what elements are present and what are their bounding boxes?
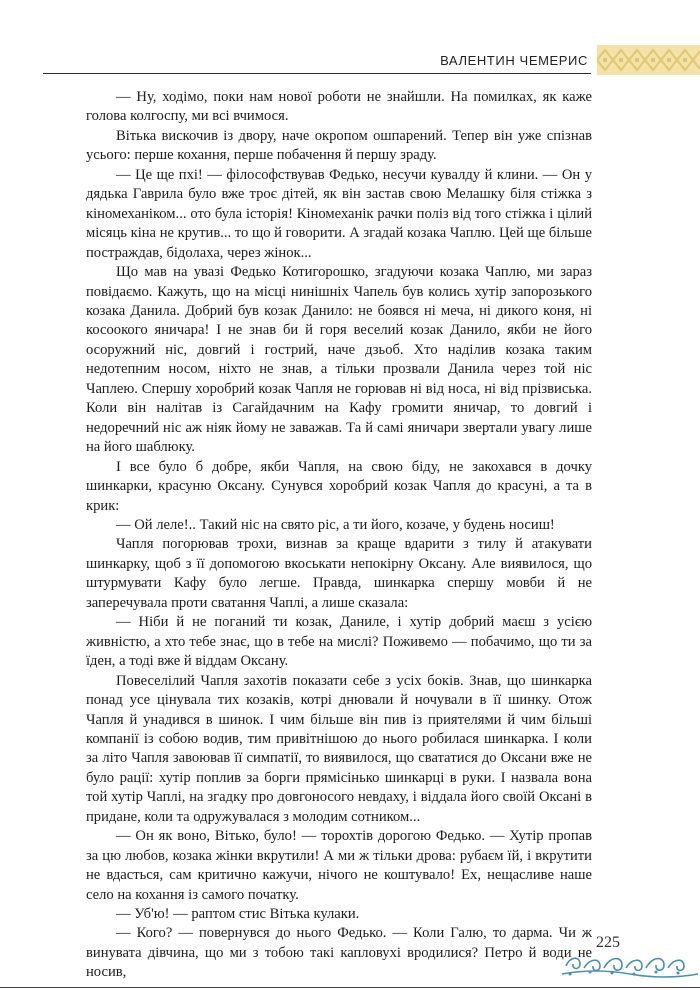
paragraph: — Уб'ю! — раптом стис Вітька кулаки. [116,906,360,923]
paragraph: — Он як воно, Вітько, було! — торохтів дорогою Федько. — Хутір пропав за цю любов, козака жінки вкрутили! А ми ж тільки дрова: рубаєм їй, і вкрутити не вдасться, сам критично кажучи, нічого не коштувало! Ех, нещасливе наше село на кохання із самого початку. [86,828,592,903]
embroidery-ornament-icon [597,45,700,75]
paragraph: — Ну, ходімо, поки нам нової роботи не знайшли. На помилках, як каже голова колгоспу, ми всі вчимося. [86,89,592,125]
paragraph: І все було б добре, якби Чапля, на свою біду, не закохався в дочку шинкарки, красуню Оксану. Сунувся хоробрий козак Чапля до красуні, а та в крик: [86,458,592,514]
header-rule [43,73,591,74]
page-header [0,0,700,90]
paragraph: — Кого? — повернувся до нього Федько. — Коли Галю, то дарма. Чи ж винувата дівчина, що ми з тобою такі капловухі вродилися? Петро й води не носив, [86,925,592,981]
paragraph: Вітька вискочив із двору, наче окропом ошпарений. Тепер він уже спізнав усього: перше кохання, перше побачення й першу зраду. [86,127,592,164]
body-text [86,88,592,983]
running-head-author: ВАЛЕНТИН ЧЕМЕРИС [440,53,588,68]
paragraph: Що мав на увазі Федько Котигорошко, згадуючи козака Чаплю, ми зараз повідаємо. Кажуть, що на місці нинішніх Чапель був колись хутір запорозького козака Данила. Добрий був козак Данило: не боявся ні меча, ні дикого коня, ні косоокого яничара! І не знав би й горя веселий козак Данило, якби не його осоружний ніс, довгий і гострий, наче дзьоб. Хто наділив козака таким недотепним носом, ніхто не знав, а тільки прозвали Данила через той ніс Чаплею. Спершу хоробрий козак Чапля не горював ні від носа, ні від прізвиська. Коли він налітав із Сагайдачним на Кафу громити яничар, то довгий і недоречний ніс аж ніяк йому не заважав. Та й самі яничари звертали увагу лише на його шаблюку. [86,264,592,456]
wave-ornament-icon [560,950,700,978]
page-number: 225 [596,934,620,951]
paragraph: — Ой леле!.. Такий ніс на свято ріс, а ти його, козаче, у будень носиш! [116,516,555,533]
paragraph: — Це ще пхі! — філософствував Федько, несучи кувалду й клини. — Он у дядька Гаврила було вже троє дітей, як він застав свою Мелашку біля стіжка з кіномеханіком... ото була історія! Кіномеханік рачки поліз від того стіжка і цілий місяць кіна не крутив... то що й говорити. А згадай козака Чаплю. Цей ще більше постраждав, бідолаха, через жінок... [86,166,592,261]
paragraph: Повеселілий Чапля захотів показати себе з усіх боків. Знав, що шинкарка понад усе цінувала тих козаків, котрі днювали й ночували в її шинку. Отож Чапля й унадився в шинок. І чим більше він пив із приятелями й чим більші компанії із собою водив, тим привітнішою до нього робилася шинкарка. І коли за літо Чапля завоював її симпатії, то виявилося, що сватaтися до Оксани вже не було рації: хутір поплив за борги прямісінько шинкарці в руки. І назвала вона той хутір Чаплі, на згадку про довгоносого невдаху, і віддала його своїй Оксані в придане, коли та одружувалася з молодим сотником... [86,672,592,825]
paragraph: Чапля погорював трохи, визнав за краще вдарити з тилу й атакувати шинкарку, щоб з її допомогою вкоськати непокірну Оксану. Але виявилося, що штурмувати Кафу було легше. Правда, шинкарка спершу мовби й не заперечувала проти сватання Чаплі, а лише сказала: [86,536,592,611]
paragraph: — Ніби й не поганий ти козак, Даниле, і хутір добрий маєш з усією живністю, а хто тебе знає, що в тебе на мислі? Поживемо — побачимо, що ти за їден, а тоді вже й віддам Оксану. [86,614,592,670]
bottom-rule [0,987,700,988]
